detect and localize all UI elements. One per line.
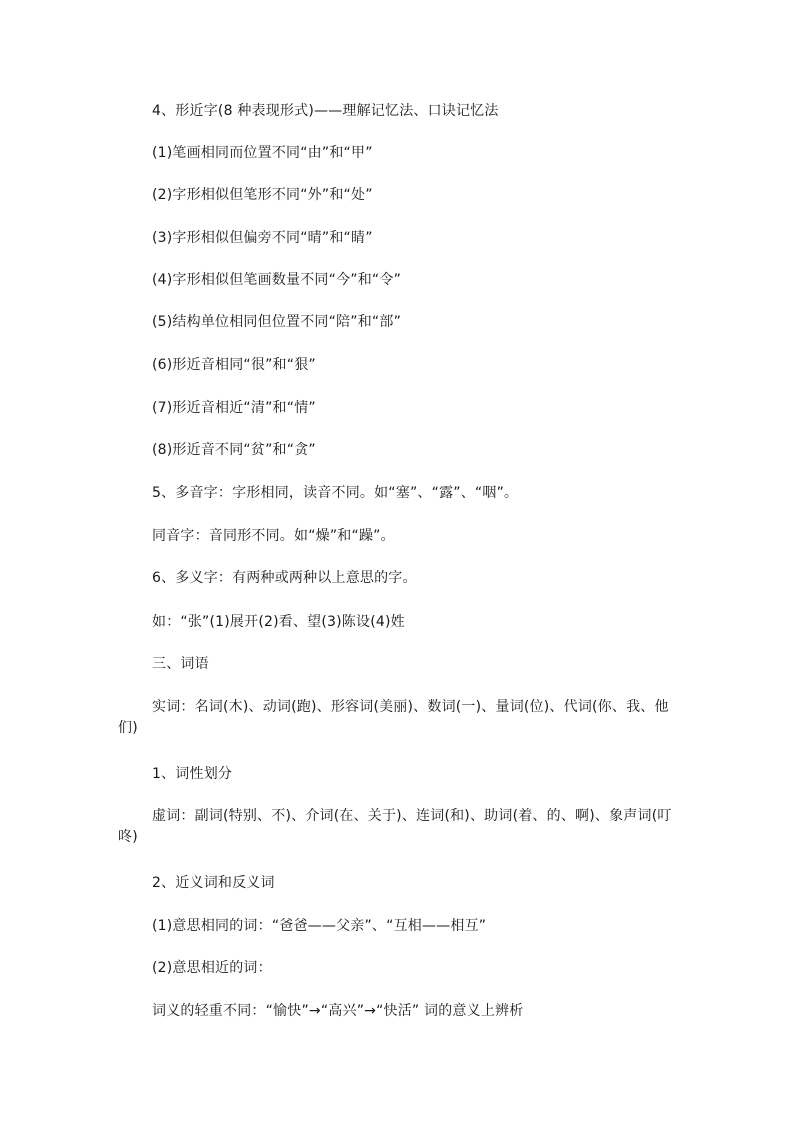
paragraph-item-6: (6)形近音相同“很”和“狠” — [152, 357, 316, 373]
paragraph-same-meaning: (1)意思相同的词：“爸爸——父亲”、“互相——相互” — [152, 918, 487, 934]
section-heading-words: 三、词语 — [152, 656, 209, 672]
paragraph-function-words: 虚词：副词(特别、不)、介词(在、关于)、连词(和)、助词(着、的、啊)、象声词(叮咚) — [118, 808, 672, 845]
paragraph-item-2: (2)字形相似但笔形不同“外”和“处” — [152, 187, 373, 203]
paragraph-item-5: (5)结构单位相同但位置不同“陪”和“部” — [152, 314, 402, 330]
paragraph-content-words: 实词：名词(木)、动词(跑)、形容词(美丽)、数词(一)、量词(位)、代词(你、我、他们) — [118, 699, 669, 736]
paragraph-pos-division: 1、词性划分 — [152, 766, 233, 782]
paragraph-item-7: (7)形近音相近“清”和“情” — [152, 400, 316, 416]
paragraph-similar-meaning: (2)意思相近的词： — [152, 960, 272, 976]
paragraph-similar-chars-heading: 4、形近字(8 种表现形式)——理解记忆法、口诀记忆法 — [152, 103, 499, 119]
paragraph-degree-difference: 词义的轻重不同：“愉快”→“高兴”→“快活” 词的意义上辨析 — [152, 1003, 524, 1019]
paragraph-item-3: (3)字形相似但偏旁不同“晴”和“睛” — [152, 230, 373, 246]
paragraph-item-8: (8)形近音不同“贫”和“贪” — [152, 442, 316, 458]
paragraph-zhang-example: 如：“张”(1)展开(2)看、望(3)陈设(4)姓 — [152, 614, 405, 630]
paragraph-synonyms-antonyms: 2、近义词和反义词 — [152, 875, 275, 891]
paragraph-item-4: (4)字形相似但笔画数量不同“今”和“令” — [152, 272, 402, 288]
paragraph-item-1: (1)笔画相同而位置不同“由”和“甲” — [152, 145, 373, 161]
paragraph-polyphonic: 5、多音字：字形相同，读音不同。如“塞”、“露”、“咽”。 — [152, 485, 519, 501]
paragraph-polysemous: 6、多义字：有两种或两种以上意思的字。 — [152, 570, 417, 586]
paragraph-homophones: 同音字：音同形不同。如“燥”和“躁”。 — [152, 528, 395, 544]
